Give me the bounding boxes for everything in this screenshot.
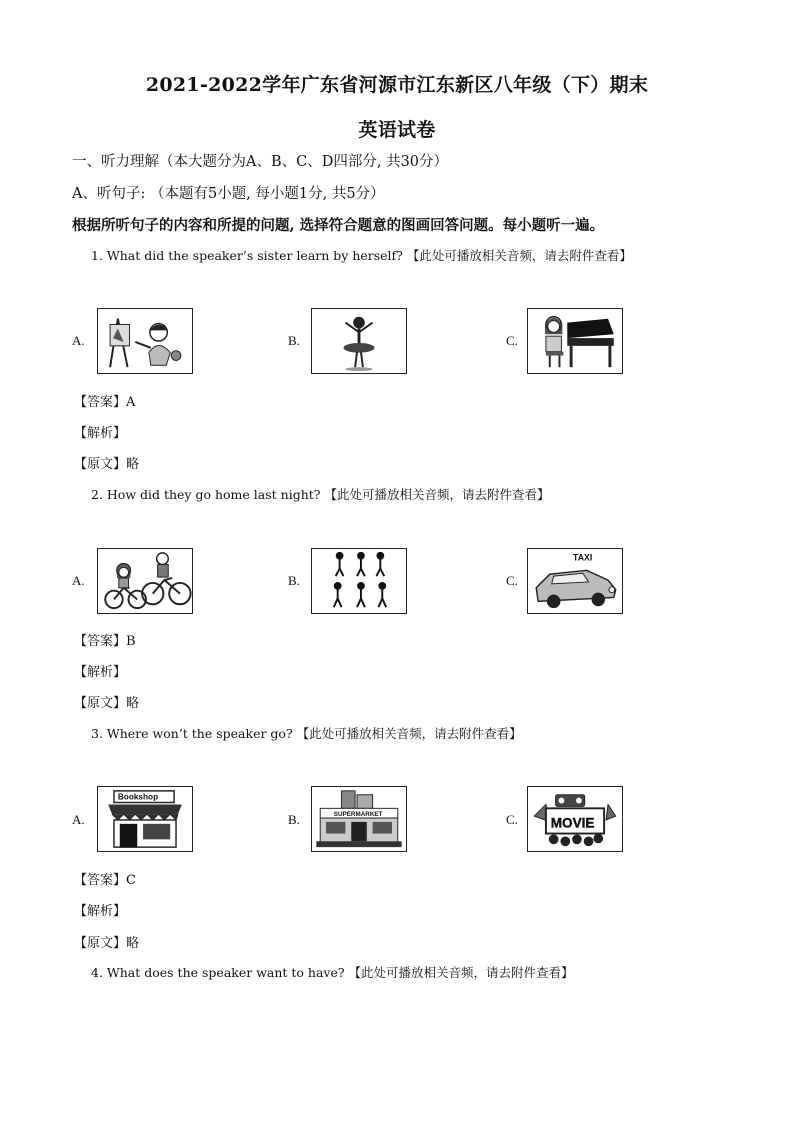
q2-option-b-label: B. <box>288 573 300 588</box>
q3-option-c-label: C. <box>506 812 518 827</box>
q1-original <box>74 453 139 472</box>
document-subtitle: 英语试卷 <box>358 119 436 141</box>
analysis-tag: 【解析】 <box>74 426 127 441</box>
q3-answer-value: C <box>126 873 136 888</box>
q3-option-a-label: A. <box>72 812 85 827</box>
analysis-tag: 【解析】 <box>74 904 127 919</box>
original-tag: 【原文】 <box>74 696 127 711</box>
bookshop-sign-text: Bookshop <box>117 792 159 802</box>
q2-original-value: 略 <box>126 696 140 711</box>
movie-icon <box>527 786 623 852</box>
question-4-text: 4. What does the speaker want to have? 【此处可播放相关音频，请去附件查看】 <box>91 965 574 980</box>
section-heading: 一、听力理解（本大题分为A、B、C、D四部分, 共30分） <box>72 154 449 170</box>
document-title: 2021-2022学年广东省河源市江东新区八年级（下）期末 <box>145 74 649 96</box>
supermarket-icon <box>311 786 407 852</box>
q1-answer-value: A <box>126 395 136 410</box>
q1-original-value: 略 <box>126 457 140 472</box>
original-tag: 【原文】 <box>74 936 127 951</box>
q3-analysis <box>74 900 126 919</box>
q3-original-value: 略 <box>126 936 140 951</box>
girl-playing-piano-icon <box>527 308 623 374</box>
taxi-icon <box>527 548 623 614</box>
part-a-heading: A、听句子: （本题有5小题, 每小题1分, 共5分） <box>72 186 385 202</box>
original-tag: 【原文】 <box>74 457 127 472</box>
ballet-dancer-icon <box>311 308 407 374</box>
q1-option-b-label: B. <box>288 333 300 348</box>
q2-original <box>74 692 139 711</box>
question-3-text: 3. Where won’t the speaker go? 【此处可播放相关音频，请去附件查看】 <box>91 726 522 741</box>
q1-answer <box>74 391 135 410</box>
q2-option-a-label: A. <box>72 573 85 588</box>
q3-option-b-label: B. <box>288 812 300 827</box>
analysis-tag: 【解析】 <box>74 665 127 680</box>
movie-sign-text: MOVIE <box>550 815 595 831</box>
answer-tag: 【答案】 <box>74 395 127 410</box>
q2-option-c-label: C. <box>506 573 518 588</box>
question-2-text: 2. How did they go home last night? 【此处可播放相关音频，请去附件查看】 <box>91 487 550 502</box>
people-on-bikes-icon <box>97 548 193 614</box>
q3-answer <box>74 869 136 888</box>
q1-analysis <box>74 422 126 441</box>
q2-answer <box>74 630 136 649</box>
girl-painting-icon <box>97 308 193 374</box>
q1-option-a-label: A. <box>72 333 85 348</box>
answer-tag: 【答案】 <box>74 873 127 888</box>
q2-analysis <box>74 661 126 680</box>
bookshop-icon <box>97 786 193 852</box>
q1-option-c-label: C. <box>506 333 518 348</box>
people-walking-icon <box>311 548 407 614</box>
taxi-sign-text: TAXI <box>573 552 593 563</box>
q3-original <box>74 932 139 951</box>
supermarket-sign-text: SUPERMARKET <box>333 811 383 819</box>
instruction-text: 根据所听句子的内容和所提的问题, 选择符合题意的图画回答问题。每小题听一遍。 <box>72 217 605 234</box>
question-1-text: 1. What did the speaker’s sister learn by herself? 【此处可播放相关音频，请去附件查看】 <box>91 248 632 263</box>
q2-answer-value: B <box>126 634 136 649</box>
answer-tag: 【答案】 <box>74 634 127 649</box>
